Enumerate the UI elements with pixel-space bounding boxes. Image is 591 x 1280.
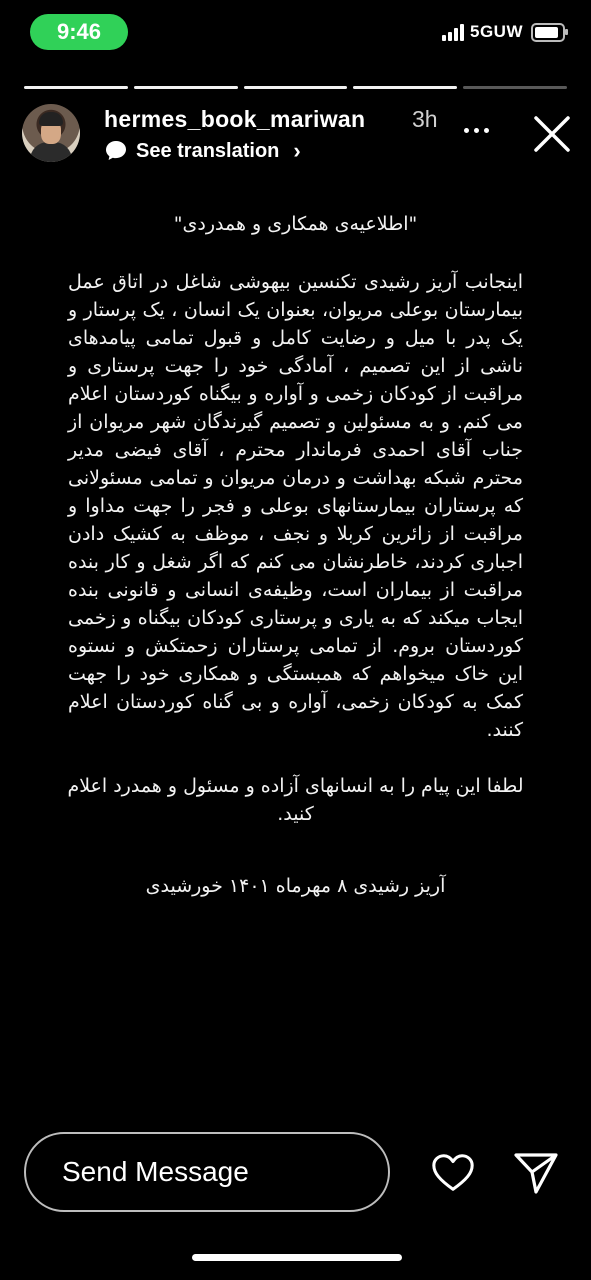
status-time: 9:46	[30, 14, 128, 50]
status-icons	[442, 22, 565, 42]
heart-icon[interactable]	[430, 1150, 476, 1196]
close-icon[interactable]	[532, 114, 572, 154]
progress-segment	[24, 86, 128, 89]
story-body: اینجانب آریز رشیدی تکنسین بیهوشی شاغل در اتاق عمل بیمارستان بوعلی مریوان، بعنوان یک انسان ، یک پرستار و یک پدر با میل و رضایت کامل و قبول تمامی پیامدهای ناشی از این تصمیم ، آمادگی خود را جهت پرستاری و مراقبت از کودکان زخمی و آواره و بیگناه کوردستان اعلام می کنم. و به مسئولین و تصمیم گیرندگان شهر مریوان از جناب آقای احمدی فرماندار محترم ، آقای فیضی مدیر محترم شبکه بهداشت و درمان مریوان و تمامی مسئولانی که پرستاران بیمارستانهای بوعلی و فجر را جهت مداوا و مراقبت از زائرین کربلا و نجف ، موظف به کشیک دادن اجباری کردند، خاطرنشان می کنم که اگر شغل و کار بنده مراقبت از بیماران است، وظیفه‌ی انسانی و قانونی بنده ایجاب میکند که به یاری و پرستاری کودکان بیگناه و زخمی کوردستان بروم. از تمامی پرستاران زحمتکش و نستوه این خاک میخواهم که همبستگی و همکاری خود را جهت کمک به کودکان زخمی، آواره و بی گناه کوردستان اعلام کنند.	[68, 271, 523, 741]
avatar[interactable]	[22, 104, 80, 162]
signal-icon	[442, 23, 464, 41]
translation-label: See translation	[136, 139, 280, 162]
see-translation-button[interactable]	[104, 138, 301, 164]
home-indicator	[192, 1254, 402, 1261]
chat-bubble-icon	[104, 139, 128, 163]
battery-icon	[531, 23, 565, 42]
story-content	[60, 210, 531, 900]
send-message-input[interactable]	[24, 1132, 390, 1212]
more-options-icon[interactable]	[464, 128, 489, 133]
time-ago: 3h	[412, 106, 438, 132]
network-label: 5GUW	[470, 22, 523, 41]
send-message-placeholder: Send Message	[62, 1156, 249, 1187]
progress-segment	[134, 86, 238, 89]
progress-segment	[244, 86, 348, 89]
progress-segment	[463, 86, 567, 89]
username[interactable]: hermes_book_mariwan	[104, 106, 366, 132]
progress-segment	[353, 86, 457, 89]
story-closing: لطفا این پیام را به انسانهای آزاده و مسئول و همدرد اعلام کنید.	[67, 775, 524, 825]
story-progress	[24, 86, 567, 89]
story-title: "اطلاعیه‌ی همکاری و همدردی"	[173, 213, 418, 235]
chevron-right-icon: ›	[293, 138, 301, 163]
story-signature: آریز رشیدی ۸ مهرماه ۱۴۰۱ خورشیدی	[145, 875, 446, 897]
share-icon[interactable]	[512, 1150, 560, 1196]
